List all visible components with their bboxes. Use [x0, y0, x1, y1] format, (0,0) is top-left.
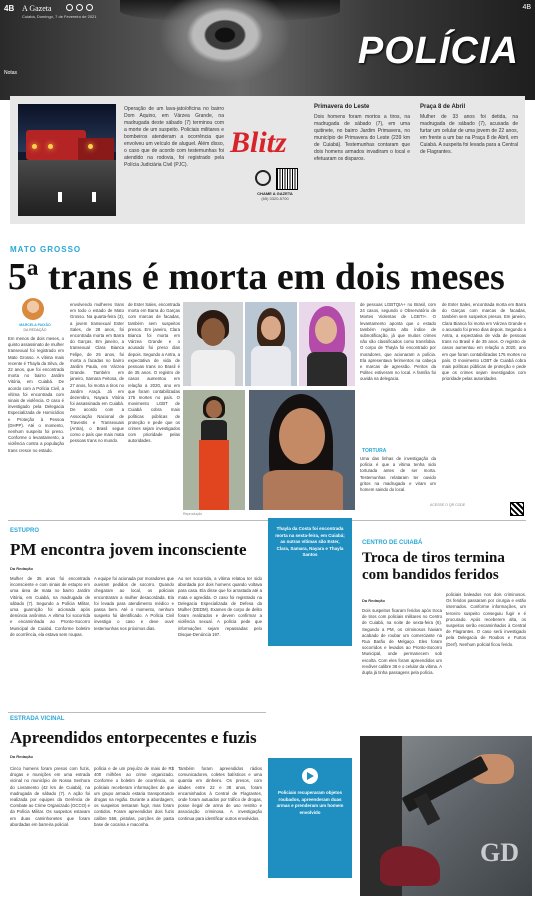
photo-credit: Reprodução: [183, 512, 203, 516]
cuiaba-kicker: CENTRO DE CUIABÁ: [362, 540, 423, 546]
teaser-head-2: Primavera do Leste: [314, 104, 370, 110]
cuiaba-col-1: Dois suspeitos ficaram feridos após troca de tiros com policiais militares no Centro de Cuiabá, na noite de sexta-feira (6). Segundo a PM, os criminosos haviam acabado de roubar um comerciante na Rua Barão de Melgaço. Eles foram socorridos e levados ao Pronto-Socorro Municipal, onde permanecem sob escolta. Com eles foram apreendidos um revólver calibre 38 e o celular da vítima. A dupla já tinha passagens pela polícia.: [362, 608, 442, 676]
main-headline: 5ª trans é morta em dois meses: [8, 256, 505, 298]
section-title: POLÍCIA: [357, 30, 519, 72]
fuzis-col-3: Também foram apreendidos rádios comunicadores, coletes balísticos e uma quantia em dinheiro. Os presos, com idades entre 22 e 38 anos, foram encaminhados à Central de Flagrantes, onde foram autuados por tráfico de drogas, posse ilegal de arma de uso restrito e associação criminosa. A investigação continua para identificar outros envolvidos.: [178, 766, 262, 821]
main-col-3b: Uma das linhas de investigação da polícia é que a vítima tenha sido torturada antes de ser morta. Testemunhas relataram ter ouvido gritos na madrugada e viram um homem saindo do local.: [360, 456, 436, 493]
teaser-head-3: Praça 8 de Abril: [420, 104, 466, 110]
pm-col-2: A equipe foi acionada por moradores que ouviram pedidos de socorro. Quando chegaram ao local, os policiais encontraram a mulher desacordada. Ela foi levada para atendimento médico e passa bem. Até o momento, nenhum suspeito foi identificado. A Polícia Civil investiga o caso e deve ouvir testemunhas nos próximos dias.: [94, 576, 174, 631]
victim-photo-3: [299, 302, 355, 386]
eye-photo: [150, 0, 300, 90]
header-side-text: Notas: [4, 70, 18, 76]
fuzis-byline: Da Redação: [10, 754, 33, 759]
divider: [8, 520, 526, 521]
divider: [8, 712, 266, 713]
main-col-4: de Ester Sales, encontrada morta em Barra do Garças com marcas de facadas, também sem suspeitos presos. Em janeiro, Clara Bianca foi morta em Várzea Grande e o acusado foi preso dias depois. Segundo a Antra, a expectativa de vida de pessoas trans no Brasil é de 35 anos. O registro de casos aumentou em relação a 2020, ano em que foram contabilizadas 175 mortes no país. O movimento LGBT de Cuiabá cobra mais políticas públicas de proteção e pede que os crimes sejam investigados com prioridade pelas autoridades.: [442, 302, 526, 382]
teaser-box: [10, 96, 525, 224]
blitz-phone: (65) 3320-5700: [261, 196, 289, 201]
fuzis-col-1: Cinco homens foram presos com fuzis, drogas e munições em uma estrada vicinal no município de Nossa Senhora do Livramento (42 km de Cuiabá), na madrugada de sábado (7). A ação foi realizada por equipes da Gerência de Combate ao Crime Organizado (GCCO) e da Polícia Militar. Os suspeitos estavam em duas caminhonetes que foram abordadas em barreira policial.: [10, 766, 90, 827]
cuiaba-byline: Da Redação: [362, 598, 385, 603]
main-col-1: Em menos de dois meses, o quinto assassinato de mulher transexual foi registrado em Mato Grosso. A vítima mais recente é Thayla da Silva, de 22 anos, que foi encontrada morta no bairro Jardim Vitória, em Cuiabá. De acordo com a Polícia Civil, a vítima foi encontrada com sinais de violência. O caso é investigado pela Delegacia Especializada de Homicídios e Proteção à Pessoa (DHPP). Até o momento, nenhum suspeito foi preso. Conforme o levantamento, a violência contra a população trans cresce no estado.: [8, 336, 64, 453]
section-header: [0, 0, 535, 100]
camera-icon: [302, 768, 318, 784]
photo-caption-box: [268, 518, 352, 646]
main-col-2a: envolvendo mulheres trans em todo o estado de Mato Grosso. Na quarta-feira (3), a jovem transexual Ester Sales, de 28 anos, foi encontrada morta em Barra do Garças. Em janeiro, a transexual Clara Bianca Felipe, de 25 anos, foi morta a facadas no bairro Jardim Paula, em Várzea Grande. Também em janeiro, Samara Feitosa, de 27 anos, foi morta a tiros no Jardim Araçá. Já em dezembro, Nayara Vitória foi assassinada em Cuiabá. De acordo com a Associação Nacional de Travestis e Transexuais (Antra), o Brasil segue como o país que mais mata pessoas trans no mundo.: [70, 302, 124, 444]
seized-weapons-photo: [360, 736, 532, 896]
victim-photo-2: [245, 302, 297, 386]
pm-headline: PM encontra jovem inconsciente: [10, 540, 247, 559]
blitz-logo: Blitz: [230, 126, 287, 159]
pm-col-3: Ao ser socorrida, a vítima relatou ter sido abordada por dois homens quando voltava para casa. Ela disse que foi arrastada até a mata e agredida. O caso foi registrado na Delegacia Especializada de Defesa da Mulher (DEDM). Exames de corpo de delito foram realizados e devem confirmar a violência sexual. A polícia pede que informações sejam repassadas pelo Disque-Denúncia 197.: [178, 576, 262, 637]
caption-box: [268, 758, 352, 878]
fuzis-kicker: ESTRADA VICINAL: [10, 716, 65, 722]
caption-text: Thayla da Costa foi encontrada morta na sexta-feira, em Cuiabá; as outras vítimas são Ester, Clara, Samara, Nayara e Thayla Santos: [275, 526, 345, 557]
page-corner: 4B: [522, 4, 531, 11]
qr-note: ACESSE O QR CODE: [430, 503, 466, 507]
instagram-icon: [86, 4, 93, 11]
caption-text: Policiais recuperaram objetos roubados, apreenderam duas armas e prenderam um homem envolvido: [276, 790, 344, 815]
header-date: Cuiabá, Domingo, 7 de Fevereiro de 2021: [22, 14, 97, 19]
cuiaba-headline: Troca de tiros termina com bandidos feridos: [362, 550, 505, 583]
whatsapp-icon: [255, 170, 271, 186]
author-avatar: [22, 298, 44, 320]
fuzis-headline: Apreendidos entorpecentes e fuzis: [10, 728, 257, 747]
gd-watermark: GD: [480, 838, 519, 867]
teaser-col-2: Dois homens foram mortos a tiros, na madrugada de sábado (7), em uma quitinete, no bairro Jardim Primavera, no município de Primavera do Leste (239 km de Cuiabá). Testemunhas contaram que dois homens armados invadiram o local e efetuaram os disparos.: [314, 114, 410, 162]
blitz-cta: CHAME A GAZETA: [257, 191, 293, 196]
victim-photo-4: [183, 390, 245, 510]
cuiaba-col-2: policiais baleados nos dois criminosos. Os feridos passaram por cirurgia e estão internados. Conforme informações, um terceiro suspeito conseguiu fugir e é procurado. Após receberem alta, os suspeitos serão encaminhados à Central de Flagrantes. O caso será investigado pela Delegacia de Roubos e Furtos (Derf). Nenhum policial ficou ferido.: [446, 592, 526, 647]
facebook-icon: [76, 4, 83, 11]
fuzis-col-2: polícia e de um prejuízo de mais de R$ 400 milhões ao crime organizado. Conforme o boletim de ocorrência, os policiais receberam informações de que um grupo armado estaria transportando drogas na região. Durante a abordagem, os suspeitos tentaram fugir, mas foram contidos. Foram apreendidos dois fuzis calibre 556, pistolas, porções de pasta base de cocaína e maconha.: [94, 766, 174, 827]
teaser-col-3: Mulher de 33 anos foi detida, na madrugada de sábado (7), acusada de furtar um celular de uma jovem de 22 anos, em frente a um bar na Praça 8 de Abril, em Cuiabá. A suspeita foi levada para a Central de Flagrantes.: [420, 114, 518, 155]
pm-kicker: ESTUPRO: [10, 528, 40, 534]
qr-code-icon: [276, 168, 298, 190]
pm-byline: Da Redação: [10, 566, 33, 571]
accident-photo: [18, 104, 116, 216]
victim-photo-1: [183, 302, 243, 386]
pm-col-1: Mulher de 35 anos foi encontrada inconsciente e com sinais de estupro em uma área de mata no bairro Jardim Vitória, em Cuiabá, na madrugada de sábado (7). Segundo a Polícia Militar, uma guarnição foi acionada após denúncia anônima. A vítima foi socorrida e encaminhada ao Pronto-Socorro Municipal de Cuiabá. Conforme boletim de ocorrência, ela estava sem roupas.: [10, 576, 90, 637]
victims-photo-grid: [183, 302, 355, 510]
author-name: MARCELA PAIXÃO: [19, 323, 51, 327]
page-number: 4B: [4, 4, 15, 13]
teaser-col-1: Operação de um lava-jato/oficina no bairro Dom Aquino, em Várzea Grande, na madrugada deste sábado (7) terminou com a morte de um suspeito. Policiais militares e bombeiros atenderam a ocorrência que envolveu um veículo de aluguel. Além disso, o caso que de acordo com testemunhas foi atendido na rodovia, foi registrado pela Polícia Judiciária Civil (PJC).: [124, 106, 224, 168]
paper-name: A Gazeta: [22, 4, 52, 13]
tortura-subhead: TORTURA: [362, 448, 387, 454]
qr-code-icon: [510, 502, 524, 516]
main-col-3: de pessoas LGBTQIA+ no Brasil, com 24 casos, segundo o Observatório de Mortes Violentas de LGBTI+. O levantamento aponta que o estado também registra alto índice de subnotificação, já que muitos crimes não são classificados como transfobia. O corpo de Thayla foi encontrado por moradores, que acionaram a polícia. Ela apresentava ferimentos na cabeça e marcas de agressão. Peritos da Politec estiveram no local. A família foi ouvida na delegacia.: [360, 302, 436, 382]
globe-icon: [66, 4, 73, 11]
author-role: DA REDAÇÃO: [23, 328, 47, 332]
main-col-2b: de Ester Sales, encontrada morta em Barra do Garças com marcas de facadas, também sem suspeitos presos. Em janeiro, Clara Bianca foi morta em Várzea Grande e o acusado foi preso dias depois. Segundo a Antra, a expectativa de vida de pessoas trans no Brasil é de 35 anos. O registro de casos aumentou em relação a 2020, ano em que foram contabilizadas 175 mortes no país. O movimento LGBT de Cuiabá cobra mais políticas públicas de proteção e pede que os crimes sejam investigados com prioridade pelas autoridades.: [128, 302, 180, 444]
victim-photo-5: [249, 390, 355, 510]
main-kicker: MATO GROSSO: [10, 245, 82, 254]
